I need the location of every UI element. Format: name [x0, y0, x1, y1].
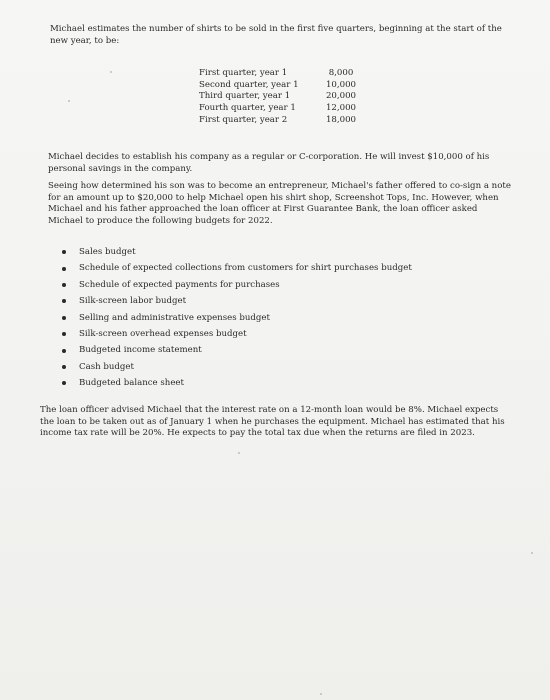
forecast-row [199, 80, 359, 92]
decision-paragraph: Michael decides to establish his company as a regular or C-corporation. He will invest $10,000 of his personal savings in the company. [48, 152, 490, 174]
bullet-icon [62, 349, 66, 353]
list-item [62, 310, 412, 326]
paper-speck [110, 71, 112, 73]
list-item [62, 342, 412, 358]
forecast-quantity: 10,000 [325, 79, 357, 90]
paper-speck [531, 552, 533, 554]
paper-speck [238, 452, 240, 454]
forecast-quantity: 8,000 [328, 68, 354, 78]
list-item [62, 375, 412, 391]
father-paragraph: Seeing how determined his son was to become an entrepreneur, Michael's father offered to co-sign a note for an amount up to $20,000 to help Michael open his shirt shop, Screenshot Tops, Inc. However, when Michael and his father approached the loan officer at First Guarantee Bank, the loan officer asked Michael to produce the following budgets for 2022. [48, 181, 511, 226]
forecast-row [199, 68, 359, 80]
bullet-icon [62, 381, 66, 385]
forecast-period: Second quarter, year 1 [199, 79, 299, 90]
budget-label: Budgeted income statement [79, 345, 202, 356]
bullet-icon [62, 267, 66, 271]
bullet-icon [62, 299, 66, 303]
budget-label: Schedule of expected payments for purchases [79, 279, 280, 290]
bullet-icon [62, 332, 66, 336]
list-item [62, 277, 412, 293]
bullet-icon [62, 365, 66, 369]
budget-label: Sales budget [79, 247, 136, 257]
forecast-row [199, 103, 359, 115]
bullet-icon [62, 250, 66, 254]
list-item [62, 326, 412, 342]
forecast-period: Third quarter, year 1 [199, 91, 291, 102]
list-item [62, 293, 412, 309]
budget-label: Selling and administrative expenses budget [79, 312, 270, 323]
forecast-quantity: 20,000 [325, 91, 357, 102]
budget-label: Silk-screen labor budget [79, 296, 187, 307]
forecast-period: First quarter, year 1 [199, 68, 288, 78]
forecast-period: Fourth quarter, year 1 [199, 103, 296, 114]
loan-paragraph: The loan officer advised Michael that the interest rate on a 12-month loan would be 8%. Michael expects the loan to be taken out as of January 1 when he purchases the equipment. Michael has estimated that his income tax rate will be 20%. He expects to pay the total tax due when the returns are filed in 2023. [40, 405, 505, 439]
list-item [62, 359, 412, 375]
budget-label: Cash budget [79, 361, 134, 372]
list-item [62, 260, 412, 276]
intro-paragraph: Michael estimates the number of shirts to be sold in the first five quarters, beginning at the start of the new year, to be: [50, 24, 502, 46]
budget-label: Silk-screen overhead expenses budget [79, 329, 247, 340]
sales-forecast-table [199, 68, 359, 127]
forecast-quantity: 12,000 [325, 103, 357, 114]
list-item [62, 244, 412, 260]
budget-list [62, 244, 412, 392]
forecast-row [199, 91, 359, 103]
paper-speck [68, 100, 70, 102]
bullet-icon [62, 316, 66, 320]
forecast-quantity: 18,000 [325, 114, 357, 125]
budget-label: Schedule of expected collections from customers for shirt purchases budget [79, 263, 412, 274]
forecast-row [199, 115, 359, 127]
bullet-icon [62, 283, 66, 287]
budget-label: Budgeted balance sheet [79, 378, 184, 389]
forecast-period: First quarter, year 2 [199, 114, 288, 125]
paper-speck [320, 693, 322, 695]
